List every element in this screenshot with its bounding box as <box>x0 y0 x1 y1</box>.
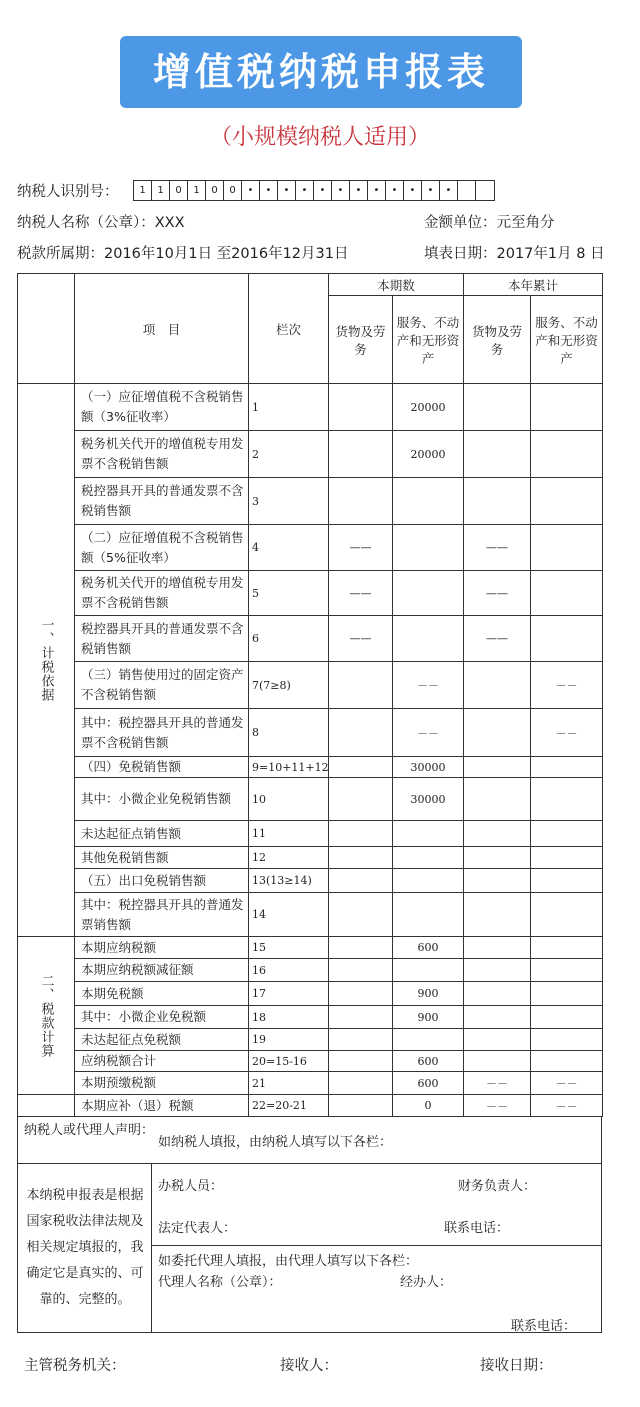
item-cell: 税控器具开具的普通发票不含税销售额 <box>75 616 249 662</box>
table-row <box>18 937 603 959</box>
header-current: 本期数 <box>329 274 464 296</box>
divider <box>151 1245 601 1246</box>
col-no-cell: 4 <box>249 525 329 571</box>
ytd-goods-cell <box>464 847 531 869</box>
ytd-goods-cell <box>464 869 531 893</box>
item-cell: 本期应补（退）税额 <box>75 1095 249 1117</box>
ytd-serv-cell: －－ <box>531 1072 603 1095</box>
ytd-serv-cell <box>531 1029 603 1051</box>
cur-goods-cell: —— <box>329 571 393 616</box>
id-digit-box: • <box>404 181 422 200</box>
id-digit-box: • <box>422 181 440 200</box>
section-blank-cell <box>18 1095 75 1117</box>
table-row <box>18 893 603 937</box>
cur-goods-cell: —— <box>329 525 393 571</box>
divider <box>18 1163 601 1164</box>
cur-goods-cell: —— <box>329 616 393 662</box>
divider <box>151 1163 152 1333</box>
item-cell: 其中：税控器具开具的普通发票不含税销售额 <box>75 709 249 757</box>
item-cell: 其中：小微企业免税额 <box>75 1006 249 1029</box>
tax-period: 税款所属期：2016年10月1日 至2016年12月31日 <box>17 246 349 262</box>
col-no-cell: 5 <box>249 571 329 616</box>
item-cell: 本期应纳税额减征额 <box>75 959 249 982</box>
item-cell: 应纳税额合计 <box>75 1051 249 1072</box>
ytd-serv-cell: －－ <box>531 662 603 709</box>
ytd-serv-cell <box>531 959 603 982</box>
cur-serv-cell: －－ <box>393 709 464 757</box>
item-cell: 本期预缴税额 <box>75 1072 249 1095</box>
header-current-goods: 货物及劳务 <box>329 296 393 384</box>
item-cell: 其中：税控器具开具的普通发票销售额 <box>75 893 249 937</box>
ytd-goods-cell: —— <box>464 571 531 616</box>
cur-goods-cell <box>329 757 393 778</box>
id-digit-box <box>476 181 494 200</box>
cur-goods-cell <box>329 662 393 709</box>
header-current-services: 服务、不动产和无形资产 <box>393 296 464 384</box>
ytd-serv-cell <box>531 869 603 893</box>
ytd-goods-cell: －－ <box>464 1072 531 1095</box>
table-row <box>18 778 603 821</box>
cur-serv-cell <box>393 869 464 893</box>
header-blank <box>18 274 75 384</box>
item-cell: （五）出口免税销售额 <box>75 869 249 893</box>
ytd-serv-cell: －－ <box>531 709 603 757</box>
item-cell: 本期应纳税额 <box>75 937 249 959</box>
table-row <box>18 1095 603 1117</box>
item-cell: 其他免税销售额 <box>75 847 249 869</box>
id-digit-box: • <box>440 181 458 200</box>
id-digit-box: • <box>242 181 260 200</box>
cur-serv-cell: 30000 <box>393 757 464 778</box>
table-row <box>18 1072 603 1095</box>
taxpayer-id-label: 纳税人识别号： <box>17 184 119 200</box>
section-label: 二、税款计算 <box>38 973 54 1058</box>
table-row <box>18 431 603 478</box>
ytd-serv-cell <box>531 893 603 937</box>
taxpayer-name: 纳税人名称（公章）：XXX <box>17 215 185 231</box>
ytd-goods-cell: －－ <box>464 1095 531 1117</box>
cur-serv-cell: 20000 <box>393 384 464 431</box>
cur-serv-cell: 0 <box>393 1095 464 1117</box>
header-item: 项 目 <box>75 274 249 384</box>
agent-phone-label: 联系电话： <box>511 1319 577 1334</box>
item-cell: （三）销售使用过的固定资产不含税销售额 <box>75 662 249 709</box>
col-no-cell: 1 <box>249 384 329 431</box>
header-ytd-services: 服务、不动产和无形资产 <box>531 296 603 384</box>
declaration-label: 纳税人或代理人声明： <box>24 1123 155 1138</box>
item-cell: 税控器具开具的普通发票不含税销售额 <box>75 478 249 525</box>
cur-serv-cell: 600 <box>393 1051 464 1072</box>
cur-serv-cell: －－ <box>393 662 464 709</box>
cur-serv-cell <box>393 616 464 662</box>
item-cell: 本期免税额 <box>75 982 249 1006</box>
header-ytd: 本年累计 <box>464 274 603 296</box>
id-digit-box: • <box>314 181 332 200</box>
table-row <box>18 821 603 847</box>
ytd-goods-cell <box>464 937 531 959</box>
ytd-goods-cell <box>464 1029 531 1051</box>
self-fill-note: 如纳税人填报，由纳税人填写以下各栏： <box>158 1135 393 1150</box>
ytd-serv-cell <box>531 937 603 959</box>
ytd-serv-cell <box>531 778 603 821</box>
cur-goods-cell <box>329 959 393 982</box>
cur-serv-cell <box>393 959 464 982</box>
cur-serv-cell <box>393 571 464 616</box>
id-digit-box: 1 <box>152 181 170 200</box>
cur-serv-cell <box>393 847 464 869</box>
ytd-goods-cell <box>464 982 531 1006</box>
table-row <box>18 1051 603 1072</box>
section-label: 一、计税依据 <box>38 618 54 702</box>
id-digit-box: • <box>296 181 314 200</box>
cur-serv-cell: 600 <box>393 1072 464 1095</box>
ytd-serv-cell <box>531 1051 603 1072</box>
section-label-cell <box>18 384 75 937</box>
form-title: 增值税纳税申报表 <box>120 36 522 108</box>
ytd-goods-cell <box>464 1006 531 1029</box>
item-cell: 税务机关代开的增值税专用发票不含税销售额 <box>75 571 249 616</box>
table-row <box>18 384 603 431</box>
agent-fill-note: 如委托代理人填报，由代理人填写以下各栏： <box>158 1254 419 1269</box>
col-no-cell: 13(13≥14) <box>249 869 329 893</box>
col-no-cell: 12 <box>249 847 329 869</box>
id-digit-box: 0 <box>206 181 224 200</box>
ytd-goods-cell <box>464 384 531 431</box>
table-row <box>18 959 603 982</box>
id-digit-box <box>458 181 476 200</box>
ytd-serv-cell <box>531 478 603 525</box>
item-cell: （二）应征增值税不含税销售额（5%征收率） <box>75 525 249 571</box>
ytd-goods-cell <box>464 1051 531 1072</box>
table-row <box>18 1006 603 1029</box>
ytd-serv-cell <box>531 757 603 778</box>
finance-head-label: 财务负责人： <box>458 1179 537 1194</box>
ytd-goods-cell <box>464 431 531 478</box>
id-digit-box: • <box>368 181 386 200</box>
receive-date-label: 接收日期： <box>480 1358 553 1374</box>
col-no-cell: 20=15-16 <box>249 1051 329 1072</box>
item-cell: 其中：小微企业免税销售额 <box>75 778 249 821</box>
col-no-cell: 8 <box>249 709 329 757</box>
cur-serv-cell <box>393 525 464 571</box>
ytd-serv-cell <box>531 431 603 478</box>
ytd-serv-cell <box>531 1006 603 1029</box>
table-row <box>18 847 603 869</box>
ytd-serv-cell <box>531 616 603 662</box>
item-cell: 未达起征点免税额 <box>75 1029 249 1051</box>
col-no-cell: 18 <box>249 1006 329 1029</box>
cur-serv-cell <box>393 478 464 525</box>
id-digit-box: • <box>386 181 404 200</box>
item-cell: （四）免税销售额 <box>75 757 249 778</box>
col-no-cell: 17 <box>249 982 329 1006</box>
amount-unit: 金额单位：元至角分 <box>424 215 555 231</box>
col-no-cell: 19 <box>249 1029 329 1051</box>
cur-goods-cell <box>329 1029 393 1051</box>
cur-goods-cell <box>329 431 393 478</box>
declaration-section <box>17 1116 602 1333</box>
item-cell: 未达起征点销售额 <box>75 821 249 847</box>
table-row <box>18 709 603 757</box>
ytd-goods-cell <box>464 478 531 525</box>
ytd-goods-cell <box>464 709 531 757</box>
id-digit-box: • <box>278 181 296 200</box>
id-digit-box: • <box>332 181 350 200</box>
cur-serv-cell <box>393 893 464 937</box>
ytd-serv-cell <box>531 571 603 616</box>
cur-goods-cell <box>329 1095 393 1117</box>
legal-rep-label: 法定代表人： <box>158 1221 237 1236</box>
ytd-serv-cell <box>531 384 603 431</box>
cur-goods-cell <box>329 847 393 869</box>
col-no-cell: 10 <box>249 778 329 821</box>
id-digit-box: 1 <box>134 181 152 200</box>
ytd-goods-cell <box>464 893 531 937</box>
table-row <box>18 757 603 778</box>
ytd-goods-cell <box>464 821 531 847</box>
handler-label: 经办人： <box>400 1275 453 1290</box>
form-subtitle: （小规模纳税人适用） <box>209 125 430 150</box>
cur-goods-cell <box>329 937 393 959</box>
id-digit-box: 0 <box>224 181 242 200</box>
agent-name-label: 代理人名称（公章）： <box>158 1275 282 1290</box>
cur-goods-cell <box>329 384 393 431</box>
cur-goods-cell <box>329 893 393 937</box>
item-cell: （一）应征增值税不含税销售额（3%征收率） <box>75 384 249 431</box>
table-row <box>18 662 603 709</box>
cur-serv-cell: 900 <box>393 982 464 1006</box>
cur-goods-cell <box>329 869 393 893</box>
col-no-cell: 3 <box>249 478 329 525</box>
id-digit-box: 1 <box>188 181 206 200</box>
col-no-cell: 6 <box>249 616 329 662</box>
id-digit-box: • <box>350 181 368 200</box>
table-row <box>18 869 603 893</box>
item-cell: 税务机关代开的增值税专用发票不含税销售额 <box>75 431 249 478</box>
ytd-serv-cell <box>531 821 603 847</box>
cur-serv-cell: 600 <box>393 937 464 959</box>
table-row <box>18 1029 603 1051</box>
col-no-cell: 14 <box>249 893 329 937</box>
ytd-goods-cell <box>464 662 531 709</box>
ytd-goods-cell: —— <box>464 616 531 662</box>
ytd-goods-cell <box>464 757 531 778</box>
col-no-cell: 15 <box>249 937 329 959</box>
declaration-statement: 本纳税申报表是根据国家税收法律法规及相关规定填报的，我确定它是真实的、可靠的、完整的。 <box>26 1188 144 1307</box>
section-label-cell <box>18 937 75 1095</box>
ytd-serv-cell <box>531 982 603 1006</box>
col-no-cell: 2 <box>249 431 329 478</box>
cur-goods-cell <box>329 821 393 847</box>
receiver-label: 接收人： <box>280 1358 338 1374</box>
cur-goods-cell <box>329 1006 393 1029</box>
table-row <box>18 571 603 616</box>
col-no-cell: 22=20-21 <box>249 1095 329 1117</box>
cur-goods-cell <box>329 1072 393 1095</box>
ytd-goods-cell: —— <box>464 525 531 571</box>
col-no-cell: 7(7≥8) <box>249 662 329 709</box>
col-no-cell: 16 <box>249 959 329 982</box>
cur-serv-cell: 900 <box>393 1006 464 1029</box>
cur-serv-cell: 20000 <box>393 431 464 478</box>
ytd-serv-cell: －－ <box>531 1095 603 1117</box>
cur-goods-cell <box>329 778 393 821</box>
id-digit-box: 0 <box>170 181 188 200</box>
taxpayer-id-boxes <box>133 180 495 201</box>
tax-return-table <box>17 273 603 1117</box>
table-row <box>18 525 603 571</box>
id-digit-box: • <box>260 181 278 200</box>
col-no-cell: 21 <box>249 1072 329 1095</box>
header-col-no: 栏次 <box>249 274 329 384</box>
cur-goods-cell <box>329 1051 393 1072</box>
fill-date: 填表日期：2017年1月 8 日 <box>424 246 605 262</box>
phone-label: 联系电话： <box>444 1221 510 1236</box>
cur-serv-cell <box>393 1029 464 1051</box>
col-no-cell: 11 <box>249 821 329 847</box>
cur-serv-cell: 30000 <box>393 778 464 821</box>
cur-goods-cell <box>329 478 393 525</box>
cur-goods-cell <box>329 709 393 757</box>
ytd-serv-cell <box>531 525 603 571</box>
ytd-goods-cell <box>464 778 531 821</box>
ytd-serv-cell <box>531 847 603 869</box>
table-row <box>18 478 603 525</box>
tax-authority-label: 主管税务机关： <box>24 1358 126 1374</box>
table-row <box>18 982 603 1006</box>
header-ytd-goods: 货物及劳务 <box>464 296 531 384</box>
tax-officer-label: 办税人员： <box>158 1179 224 1194</box>
col-no-cell: 9=10+11+12 <box>249 757 329 778</box>
cur-goods-cell <box>329 982 393 1006</box>
ytd-goods-cell <box>464 959 531 982</box>
cur-serv-cell <box>393 821 464 847</box>
table-row <box>18 616 603 662</box>
